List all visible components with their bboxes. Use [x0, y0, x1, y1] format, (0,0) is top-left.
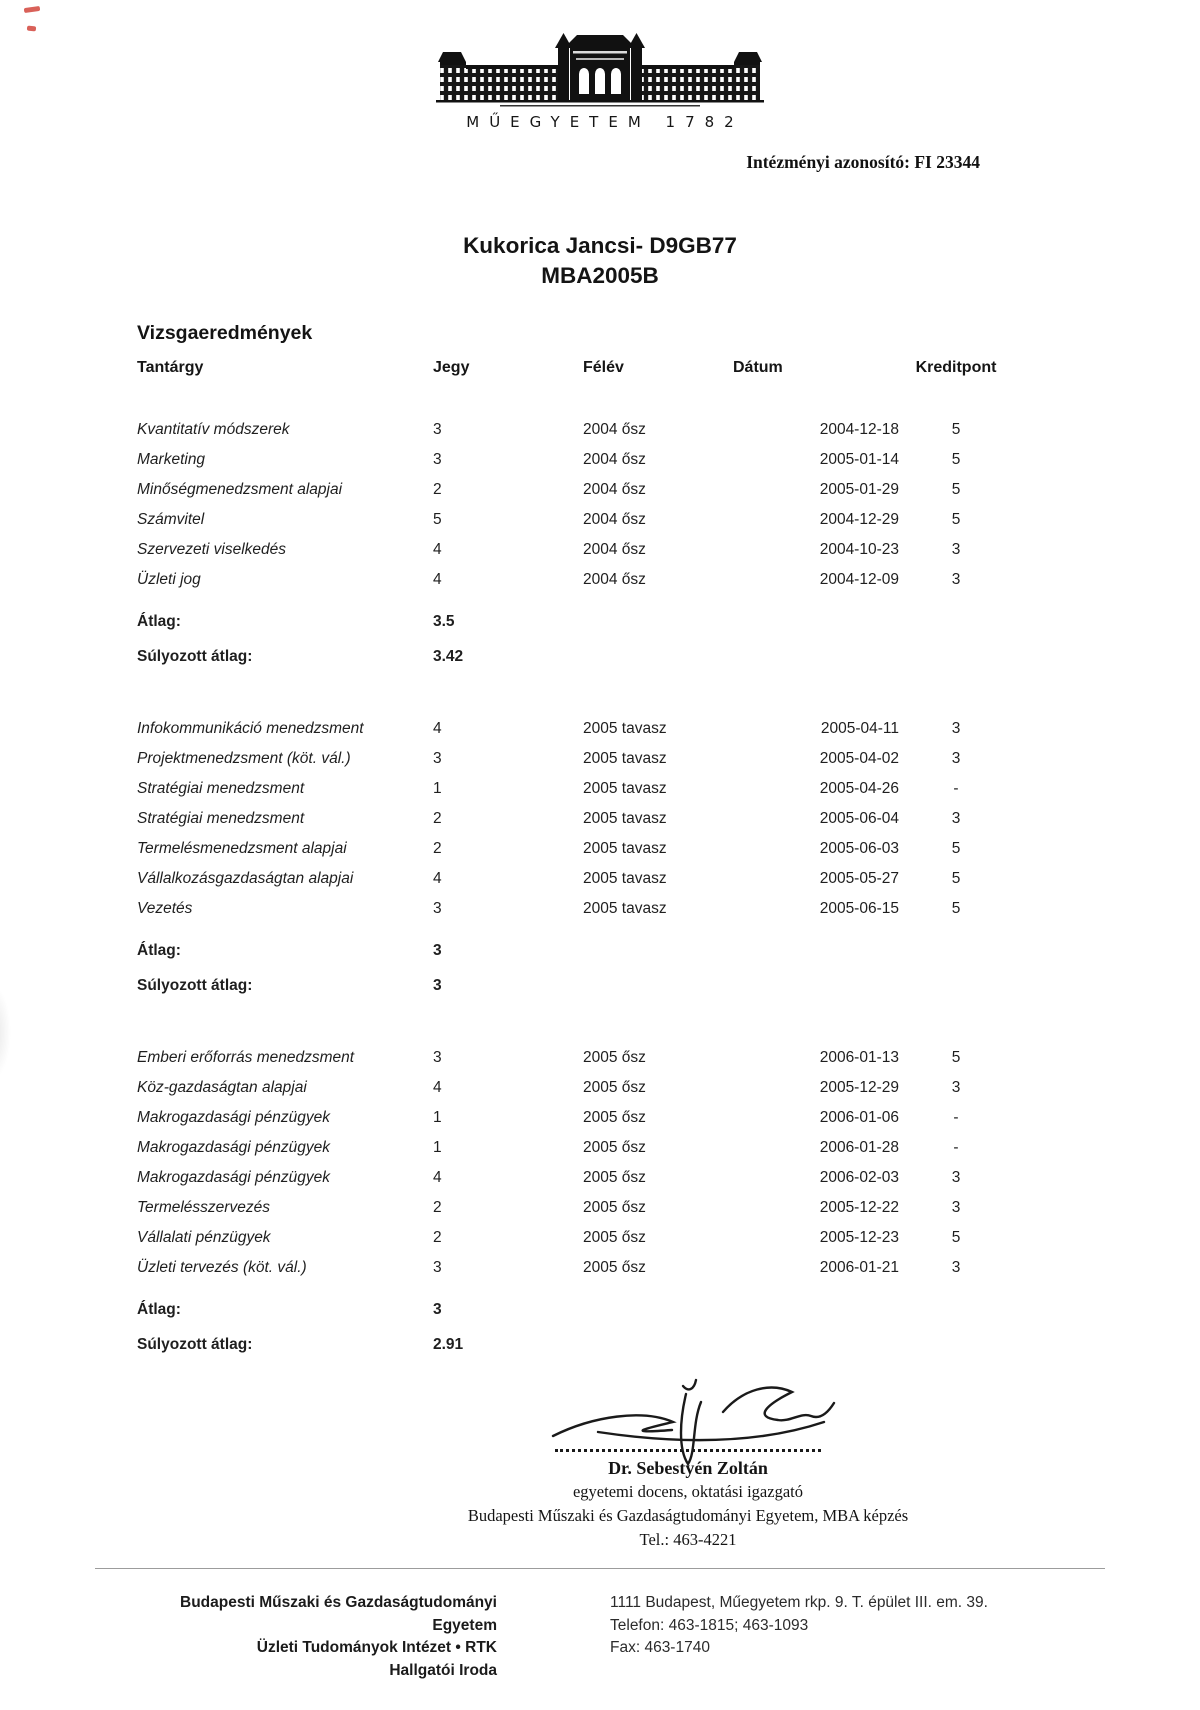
average-row: [137, 1295, 1017, 1325]
grade-cell: 5: [433, 511, 442, 528]
grade-cell: 1: [433, 1109, 442, 1126]
institution-id: Intézményi azonosító: FI 23344: [746, 152, 980, 172]
average-row: [137, 936, 1017, 966]
credit-cell: 5: [951, 1229, 961, 1246]
footer-line: Hallgatói Iroda: [389, 1661, 497, 1679]
semester-cell: 2005 tavasz: [583, 840, 667, 857]
credit-cell: 5: [951, 1049, 961, 1066]
table-header-row: [137, 358, 1017, 378]
result-row: [137, 1133, 1017, 1163]
grade-cell: 3: [433, 1259, 442, 1276]
credit-cell: 5: [951, 900, 961, 917]
footer-line: Fax: 463-1740: [610, 1639, 710, 1656]
semester-cell: 2005 ősz: [583, 1199, 646, 1216]
footer-contact-info: [610, 1592, 1050, 1660]
result-row: [137, 1193, 1017, 1223]
credit-cell: 3: [951, 1199, 961, 1216]
signer-phone: Tel.: 463-4221: [639, 1530, 737, 1549]
footer-institute-address: [137, 1592, 497, 1682]
date-cell: 2005-06-03: [819, 840, 899, 857]
logo-text: MŰEGYETEM 1782: [466, 113, 744, 131]
subject-cell: Vezetés: [137, 900, 193, 917]
subject-cell: Stratégiai menedzsment: [137, 810, 305, 827]
university-logo: [0, 30, 1200, 131]
result-row: [137, 804, 1017, 834]
footer-divider: [95, 1568, 1105, 1569]
date-cell: 2004-12-09: [819, 571, 899, 588]
subject-cell: Vállalati pénzügyek: [137, 1229, 271, 1246]
university-building-icon: [430, 30, 770, 110]
semester-cell: 2005 tavasz: [583, 720, 667, 737]
result-row: [137, 1043, 1017, 1073]
date-cell: 2005-01-29: [819, 481, 899, 498]
date-cell: 2004-10-23: [819, 541, 899, 558]
semester-block: [137, 1043, 1017, 1360]
date-cell: 2006-01-21: [819, 1259, 899, 1276]
subject-cell: Termelésszervezés: [137, 1199, 270, 1216]
credit-cell: 5: [951, 421, 961, 438]
result-row: [137, 1253, 1017, 1283]
results-blocks: [137, 415, 1017, 1360]
date-cell: 2004-12-18: [819, 421, 899, 438]
result-row: [137, 445, 1017, 475]
average-label: Átlag:: [137, 1301, 181, 1318]
result-row: [137, 774, 1017, 804]
result-row: [137, 714, 1017, 744]
grade-cell: 3: [433, 900, 442, 917]
subject-cell: Projektmenedzsment (köt. vál.): [137, 750, 351, 767]
result-row: [137, 415, 1017, 445]
average-row: [137, 607, 1017, 637]
average-value: 3.5: [433, 613, 455, 630]
subject-cell: Marketing: [137, 451, 206, 468]
weighted-average-value: 3: [433, 977, 442, 994]
date-cell: 2006-02-03: [819, 1169, 899, 1186]
average-label: Átlag:: [137, 613, 181, 630]
semester-cell: 2004 ősz: [583, 421, 646, 438]
date-cell: 2005-04-02: [819, 750, 899, 767]
subject-cell: Számvitel: [137, 511, 205, 528]
average-value: 3: [433, 1301, 442, 1318]
credit-cell: 3: [951, 1259, 961, 1276]
semester-cell: 2005 tavasz: [583, 810, 667, 827]
credit-cell: 5: [951, 870, 961, 887]
footer-line: 1111 Budapest, Műegyetem rkp. 9. T. épület III. em. 39.: [610, 1594, 988, 1611]
weighted-average-label: Súlyozott átlag:: [137, 648, 253, 665]
date-cell: 2005-04-11: [820, 720, 899, 737]
semester-cell: 2005 ősz: [583, 1139, 646, 1156]
credit-cell: 5: [951, 481, 961, 498]
document-title: [0, 231, 1200, 291]
result-row: [137, 565, 1017, 595]
date-cell: 2006-01-06: [819, 1109, 899, 1126]
result-row: [137, 834, 1017, 864]
col-header-semester: Félév: [583, 359, 624, 376]
signature-area: [418, 1376, 958, 1456]
semester-cell: 2004 ősz: [583, 451, 646, 468]
date-cell: 2006-01-13: [819, 1049, 899, 1066]
subject-cell: Üzleti tervezés (köt. vál.): [137, 1259, 307, 1276]
section-title: Vizsgaeredmények: [137, 322, 313, 344]
subject-cell: Infokommunikáció menedzsment: [137, 720, 364, 737]
result-row: [137, 894, 1017, 924]
date-cell: 2005-01-14: [819, 451, 899, 468]
handwritten-signature-icon: [538, 1364, 838, 1474]
credit-cell: 3: [951, 571, 961, 588]
grade-cell: 3: [433, 750, 442, 767]
scan-smudge: [0, 985, 11, 1080]
grade-cell: 1: [433, 1139, 442, 1156]
col-header-subject: Tantárgy: [137, 359, 204, 376]
grade-cell: 4: [433, 541, 442, 558]
student-name-code: Kukorica Jancsi- D9GB77: [463, 233, 737, 258]
footer-line: Telefon: 463-1815; 463-1093: [610, 1616, 809, 1634]
signer-role: egyetemi docens, oktatási igazgató: [572, 1482, 803, 1501]
col-header-date: Dátum: [733, 359, 783, 376]
signer-organization: Budapesti Műszaki és Gazdaságtudományi Egyetem, MBA képzés: [467, 1506, 909, 1525]
credit-cell: 3: [951, 720, 961, 737]
signature-block: [418, 1376, 958, 1552]
date-cell: 2006-01-28: [819, 1139, 899, 1156]
grade-cell: 4: [433, 870, 442, 887]
date-cell: 2005-05-27: [819, 870, 899, 887]
footer-line: Budapesti Műszaki és Gazdaságtudományi Egyetem: [180, 1594, 497, 1634]
semester-cell: 2004 ősz: [583, 511, 646, 528]
date-cell: 2004-12-29: [819, 511, 899, 528]
result-row: [137, 475, 1017, 505]
credit-cell: 5: [951, 840, 961, 857]
program-code: MBA2005B: [541, 263, 659, 288]
weighted-average-label: Súlyozott átlag:: [137, 1336, 253, 1353]
result-row: [137, 864, 1017, 894]
weighted-average-value: 2.91: [433, 1336, 464, 1353]
weighted-average-row: [137, 642, 1017, 672]
semester-cell: 2005 tavasz: [583, 870, 667, 887]
grade-cell: 2: [433, 810, 442, 827]
credit-cell: 5: [951, 511, 961, 528]
semester-cell: 2005 ősz: [583, 1229, 646, 1246]
result-row: [137, 535, 1017, 565]
grade-cell: 4: [433, 571, 442, 588]
date-cell: 2005-04-26: [819, 780, 899, 797]
subject-cell: Makrogazdasági pénzügyek: [137, 1109, 331, 1126]
weighted-average-row: [137, 1330, 1017, 1360]
result-row: [137, 744, 1017, 774]
date-cell: 2005-12-22: [819, 1199, 899, 1216]
date-cell: 2005-06-15: [819, 900, 899, 917]
date-cell: 2005-06-04: [819, 810, 899, 827]
credit-cell: -: [953, 780, 959, 797]
red-pen-mark: [24, 6, 41, 13]
subject-cell: Szervezeti viselkedés: [137, 541, 287, 558]
result-row: [137, 1103, 1017, 1133]
credit-cell: -: [953, 1109, 959, 1126]
grade-cell: 2: [433, 1229, 442, 1246]
subject-cell: Termelésmenedzsment alapjai: [137, 840, 347, 857]
subject-cell: Köz-gazdaságtan alapjai: [137, 1079, 307, 1096]
credit-cell: -: [953, 1139, 959, 1156]
semester-cell: 2005 ősz: [583, 1169, 646, 1186]
subject-cell: Minőségmenedzsment alapjai: [137, 481, 343, 498]
col-header-credit: Kreditpont: [915, 359, 997, 376]
grade-cell: 3: [433, 451, 442, 468]
subject-cell: Makrogazdasági pénzügyek: [137, 1169, 331, 1186]
semester-block: [137, 415, 1017, 672]
semester-cell: 2005 ősz: [583, 1259, 646, 1276]
credit-cell: 3: [951, 1169, 961, 1186]
grade-cell: 2: [433, 481, 442, 498]
semester-cell: 2005 ősz: [583, 1109, 646, 1126]
subject-cell: Stratégiai menedzsment: [137, 780, 305, 797]
semester-cell: 2005 tavasz: [583, 900, 667, 917]
credit-cell: 3: [951, 541, 961, 558]
subject-cell: Vállalkozásgazdaságtan alapjai: [137, 870, 354, 887]
result-row: [137, 1163, 1017, 1193]
footer-line: Üzleti Tudományok Intézet • RTK: [256, 1639, 497, 1656]
credit-cell: 3: [951, 1079, 961, 1096]
subject-cell: Üzleti jog: [137, 571, 201, 588]
result-row: [137, 1073, 1017, 1103]
grade-cell: 4: [433, 1169, 442, 1186]
subject-cell: Emberi erőforrás menedzsment: [137, 1049, 355, 1066]
semester-block: [137, 714, 1017, 1001]
credit-cell: 3: [951, 750, 961, 767]
weighted-average-label: Súlyozott átlag:: [137, 977, 253, 994]
grade-cell: 4: [433, 1079, 442, 1096]
weighted-average-value: 3.42: [433, 648, 464, 665]
subject-cell: Makrogazdasági pénzügyek: [137, 1139, 331, 1156]
grade-cell: 2: [433, 840, 442, 857]
average-value: 3: [433, 942, 442, 959]
semester-cell: 2005 ősz: [583, 1049, 646, 1066]
date-cell: 2005-12-29: [819, 1079, 899, 1096]
grade-cell: 3: [433, 1049, 442, 1066]
semester-cell: 2004 ősz: [583, 541, 646, 558]
credit-cell: 5: [951, 451, 961, 468]
grade-cell: 4: [433, 720, 442, 737]
grade-cell: 3: [433, 421, 442, 438]
semester-cell: 2004 ősz: [583, 571, 646, 588]
credit-cell: 3: [951, 810, 961, 827]
result-row: [137, 1223, 1017, 1253]
date-cell: 2005-12-23: [819, 1229, 899, 1246]
semester-cell: 2005 tavasz: [583, 750, 667, 767]
semester-cell: 2004 ősz: [583, 481, 646, 498]
weighted-average-row: [137, 971, 1017, 1001]
semester-cell: 2005 tavasz: [583, 780, 667, 797]
signature-dotted-line: [555, 1449, 821, 1452]
grade-cell: 1: [433, 780, 442, 797]
signer-name: Dr. Sebestyén Zoltán: [608, 1458, 768, 1478]
subject-cell: Kvantitatív módszerek: [137, 421, 290, 438]
col-header-grade: Jegy: [433, 359, 470, 376]
average-label: Átlag:: [137, 942, 181, 959]
semester-cell: 2005 ősz: [583, 1079, 646, 1096]
grade-cell: 2: [433, 1199, 442, 1216]
result-row: [137, 505, 1017, 535]
exam-results-section: [137, 322, 1017, 1360]
